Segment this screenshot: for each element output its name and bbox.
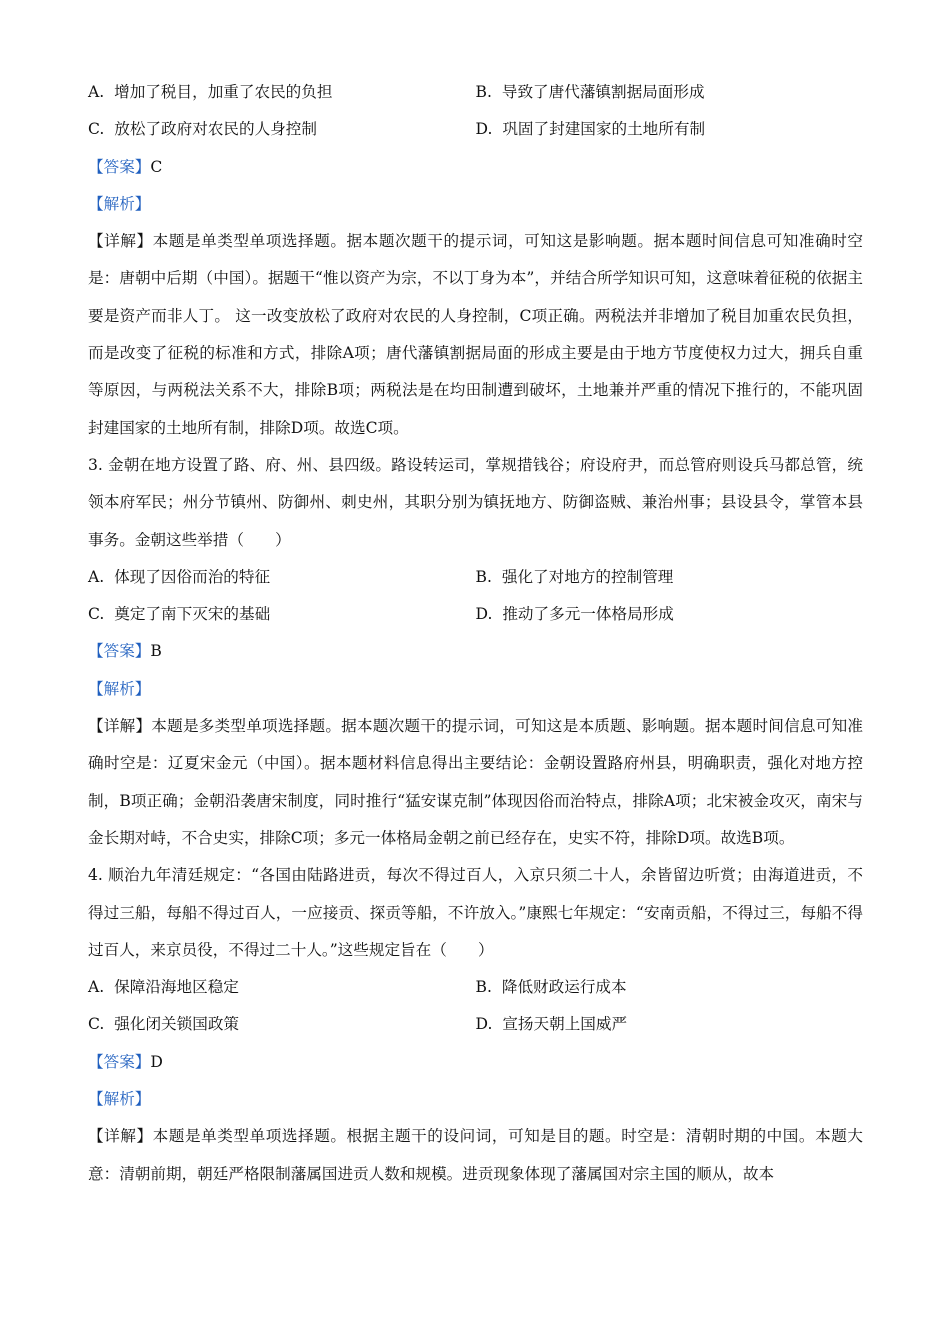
detail-text: 本题是多类型单项选择题。据本题次题干的提示词，可知这是本质题、影响题。据本题时间信息可知准确时空是：辽夏宋金元（中国）。据本题材料信息得出主要结论：金朝设置路府州县，明确职责，强化对地方控制，B项正确；金朝沿袭唐宋制度，同时推行“猛安谋克制”体现因俗而治特点，排除A项；北宋被金攻灭，南宋与金长期对峙，不合史实，排除C项；多元一体格局金朝之前已经存在，史实不符，排除D项。故选B项。 [88, 717, 863, 847]
option-d: D. 宣扬天朝上国威严 [475, 1015, 628, 1034]
analysis-heading: 【解析】 [88, 194, 151, 213]
detail-tag: 【详解】 [88, 1127, 153, 1146]
answer-value: C [150, 157, 163, 176]
answer-line [88, 633, 863, 670]
option-a: A. 保障沿海地区稳定 [88, 978, 239, 997]
options-row [88, 111, 863, 148]
option-a: A. 增加了税目，加重了农民的负担 [88, 83, 333, 101]
answer-tag: 【答案】 [88, 1052, 151, 1071]
answer-line [88, 1044, 863, 1081]
answer-line [88, 149, 863, 186]
detail-tag: 【详解】 [88, 232, 153, 251]
options-row [88, 969, 863, 1006]
analysis-heading: 【解析】 [88, 679, 151, 698]
detail-text: 本题是单类型单项选择题。据本题次题干的提示词，可知这是影响题。据本题时间信息可知准确时空是：唐朝中后期（中国）。据题干“惟以资产为宗，不以丁身为本”，并结合所学知识可知，这意味着征税的依据主要是资产而非人丁。 这一改变放松了政府对农民的人身控制，C项正确。两税法并非增加了税目加重农民负担，而是改变了征税的标准和方式，排除A项；唐代藩镇割据局面的形成主要是由于地方节度使权力过大，拥兵自重等原因，与两税法关系不大，排除B项；两税法是在均田制遭到破坏，土地兼并严重的情况下推行的，不能巩固封建国家的土地所有制，排除D项。故选C项。 [88, 232, 863, 437]
detail-paragraph [88, 708, 863, 857]
option-c: C. 奠定了南下灭宋的基础 [88, 605, 271, 624]
analysis-heading: 【解析】 [88, 1090, 151, 1109]
option-d: D. 推动了多元一体格局形成 [475, 605, 674, 624]
options-row [88, 1006, 863, 1043]
document-page [88, 74, 863, 1193]
options-row [88, 596, 863, 633]
option-a: A. 体现了因俗而治的特征 [88, 567, 271, 586]
options-row [88, 74, 863, 111]
answer-tag: 【答案】 [88, 157, 151, 176]
option-c: C. 放松了政府对农民的人身控制 [88, 120, 317, 139]
option-d: D. 巩固了封建国家的土地所有制 [475, 120, 706, 139]
answer-tag: 【答案】 [88, 642, 151, 661]
options-row [88, 559, 863, 596]
option-b: B. 强化了对地方的控制管理 [475, 567, 674, 586]
detail-text: 本题是单类型单项选择题。根据主题干的设问词，可知是目的题。时空是：清朝时期的中国。本题大意：清朝前期，朝廷严格限制藩属国进贡人数和规模。进贡现象体现了藩属国对宗主国的顺从，故本 [88, 1127, 863, 1183]
option-c: C. 强化闭关锁国政策 [88, 1015, 240, 1034]
detail-paragraph [88, 223, 863, 447]
detail-paragraph [88, 1118, 863, 1193]
answer-value: D [150, 1052, 163, 1071]
answer-value: B [150, 642, 162, 661]
option-b: B. 降低财政运行成本 [475, 978, 627, 997]
option-b: B. 导致了唐代藩镇割据局面形成 [475, 83, 705, 101]
question-4-stem: 4. 顺治九年清廷规定：“各国由陆路进贡，每次不得过百人，入京只须二十人，余皆留边听赏；由海道进贡，不得过三船，每船不得过百人，一应接贡、探贡等船，不许放入。”康熙七年规定：“安南贡船，不得过三，每船不得过百人，来京员役，不得过二十人。”这些规定旨在（ ） [88, 866, 863, 959]
detail-tag: 【详解】 [88, 717, 152, 736]
question-3-stem: 3. 金朝在地方设置了路、府、州、县四级。路设转运司，掌规措钱谷；府设府尹，而总管府则设兵马都总管，统领本府军民；州分节镇州、防御州、刺史州，其职分别为镇抚地方、防御盗贼、兼治州事；县设县令，掌管本县事务。金朝这些举措（ ） [88, 455, 863, 549]
